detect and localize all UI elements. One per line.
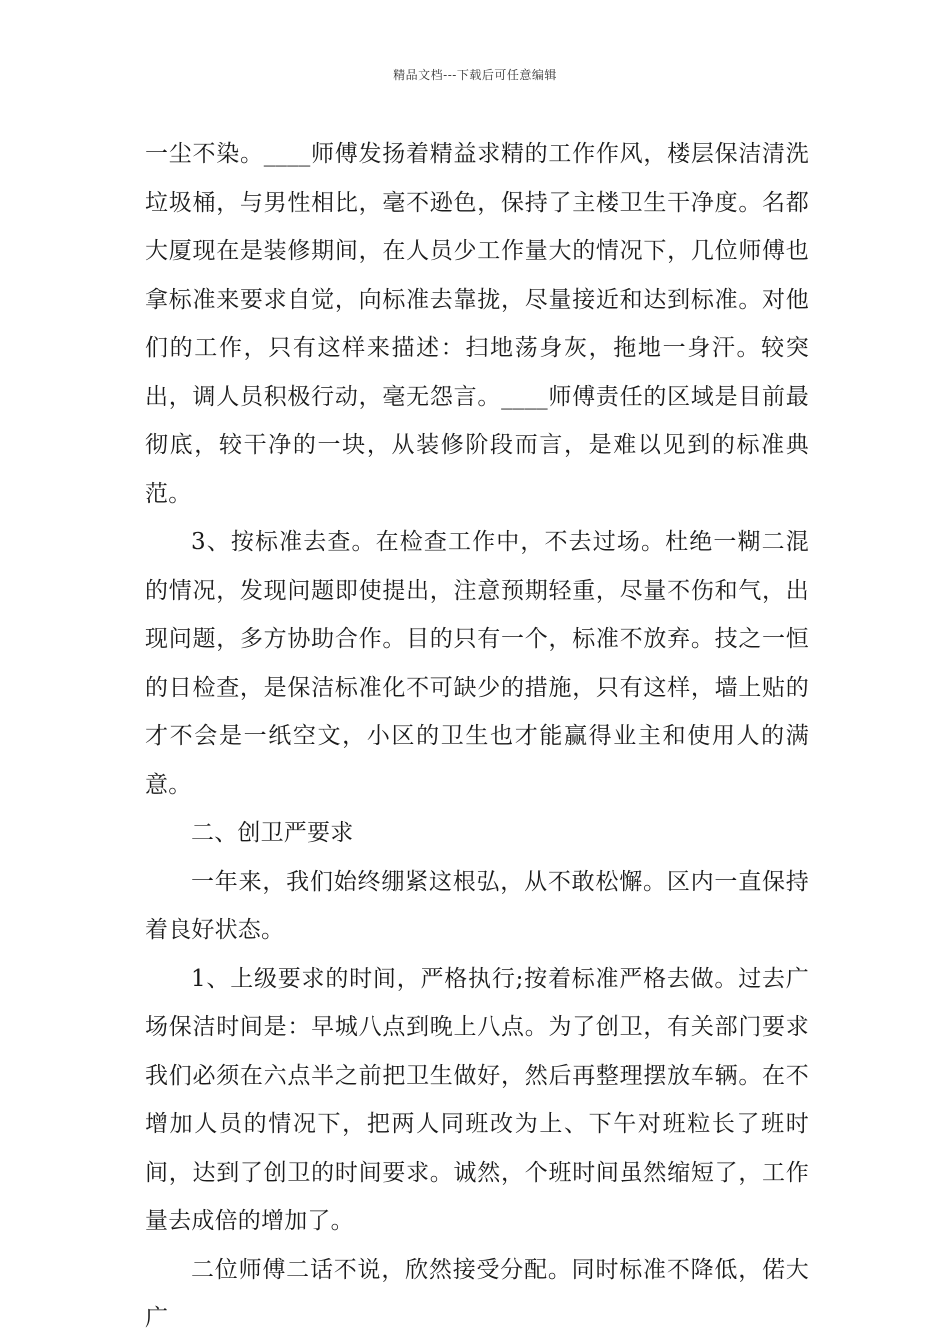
paragraph-staff-acceptance: 二位师傅二话不说，欣然接受分配。同时标准不降低，偌大广 — [145, 1256, 809, 1331]
paragraph-inspection-standard: 3、按标准去查。在检查工作中，不去过场。杜绝一糊二混的情况，发现问题即使提出，注意预期轻重，尽量不伤和气，出现问题，多方协助合作。目的只有一个，标准不放弃。技之一恒的日检查，是保洁标准化不可缺少的措施，只有这样，墙上贴的才不会是一纸空文，小区的卫生也才能赢得业主和使用人的满意。 — [145, 529, 809, 798]
section-heading-sanitation: 二、创卫严要求 — [191, 820, 354, 846]
paragraph-year-summary: 一年来，我们始终绷紧这根弘，从不敢松懈。区内一直保持着良好状态。 — [145, 868, 809, 943]
page-header: 精品文档---下载后可任意编辑 — [393, 68, 557, 82]
document-body — [145, 130, 809, 1343]
paragraph-cleaning-staff: 一尘不染。____师傅发扬着精益求精的工作作风，楼层保洁清洗垃圾桶，与男性相比，毫不逊色，保持了主楼卫生干净度。名都大厦现在是装修期间，在人员少工作量大的情况下，几位师傅也拿标准来要求自觉，向标准去靠拢，尽量接近和达到标准。对他们的工作，只有这样来描述：扫地荡身灰，拖地一身汗。较突出，调人员积极行动，毫无怨言。____师傅责任的区域是目前最彻底，较干净的一块，从装修阶段而言，是难以见到的标准典范。 — [145, 141, 809, 507]
paragraph-schedule-requirements: 1、上级要求的时间，严格执行;按着标准严格去做。过去广场保洁时间是：早城八点到晚上八点。为了创卫，有关部门要求我们必须在六点半之前把卫生做好，然后再整理摆放车辆。在不增加人员的情况下，把两人同班改为上、下午对班粒长了班时间，达到了创卫的时间要求。诚然，个班时间虽然缩短了，工作量去成倍的增加了。 — [145, 965, 809, 1234]
